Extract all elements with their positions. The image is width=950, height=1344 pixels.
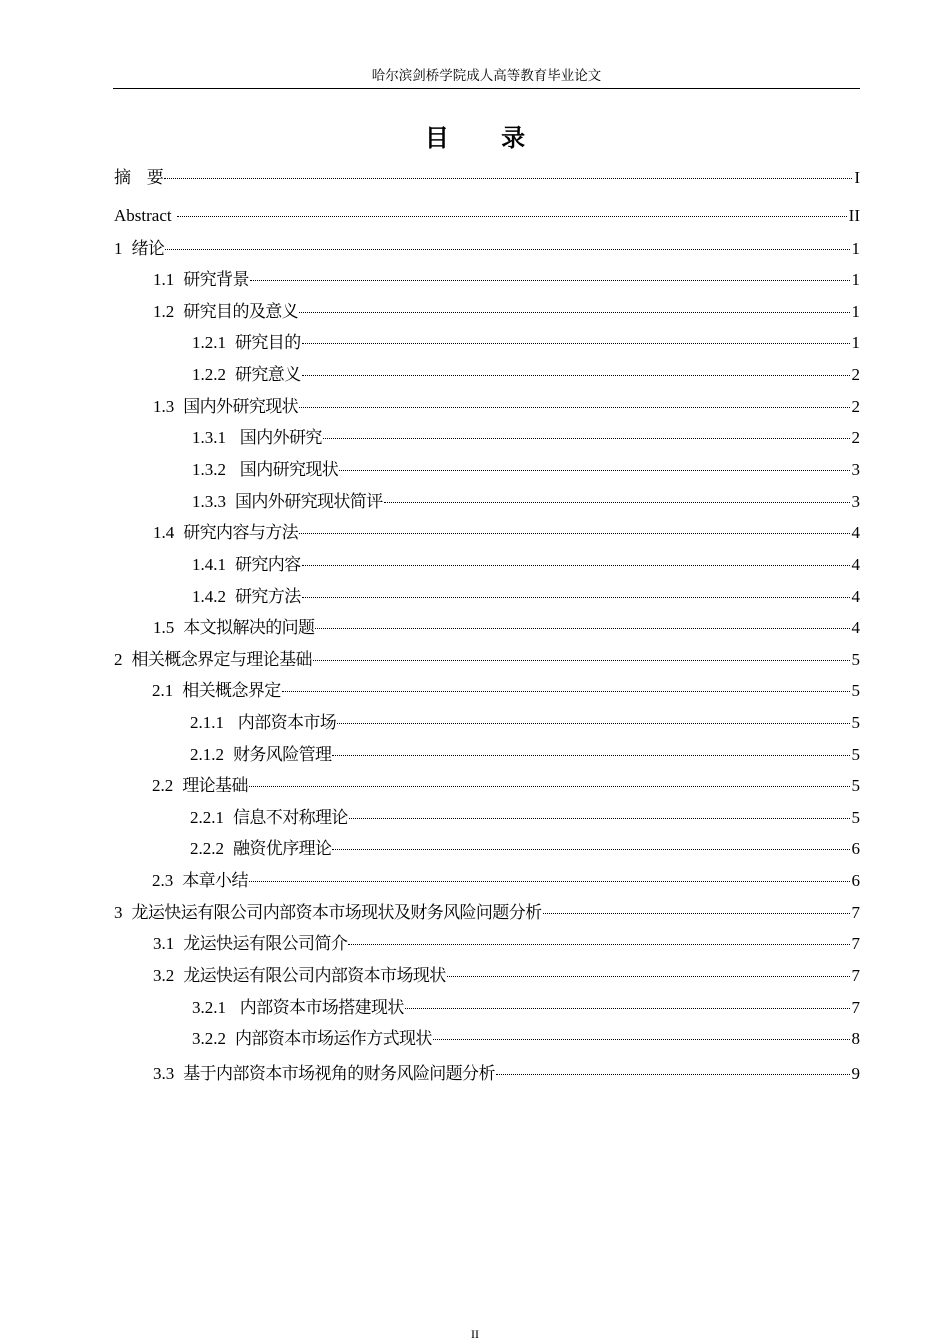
toc-entry[interactable] bbox=[153, 268, 860, 292]
toc-entry-number: 1.2.1 bbox=[192, 333, 226, 352]
toc-entry[interactable] bbox=[153, 932, 860, 956]
toc-entry[interactable] bbox=[153, 300, 860, 324]
toc-entry-page: 4 bbox=[851, 587, 860, 606]
page-number: II bbox=[471, 1327, 479, 1341]
toc-entry-page: 2 bbox=[851, 428, 860, 447]
toc-entry[interactable] bbox=[192, 996, 860, 1020]
toc-entry-number: 1.1 bbox=[153, 270, 175, 289]
toc-entry[interactable] bbox=[192, 553, 860, 577]
dot-leader bbox=[339, 470, 849, 471]
toc-entry-page: 1 bbox=[851, 270, 860, 289]
toc-entry-number: 2.2 bbox=[152, 776, 174, 795]
toc-entry[interactable] bbox=[190, 743, 860, 767]
dot-leader bbox=[349, 818, 850, 819]
toc-entry-label: 研究方法 bbox=[235, 587, 301, 607]
dot-leader bbox=[315, 628, 849, 629]
toc-entry-number: 2.3 bbox=[152, 871, 174, 890]
dot-leader bbox=[433, 1039, 850, 1040]
toc-entry-page: 5 bbox=[851, 681, 860, 700]
toc-entry[interactable] bbox=[114, 237, 860, 261]
dot-leader bbox=[496, 1074, 850, 1075]
toc-entry[interactable] bbox=[192, 363, 860, 387]
toc-entry[interactable] bbox=[153, 964, 860, 988]
dot-leader bbox=[332, 755, 849, 756]
toc-entry[interactable] bbox=[114, 166, 860, 190]
dot-leader bbox=[332, 849, 849, 850]
toc-entry-label: 国内外研究现状简评 bbox=[235, 492, 383, 512]
toc-entry-label: 本文拟解决的问题 bbox=[183, 618, 315, 638]
toc-entry-page: 7 bbox=[851, 934, 860, 953]
toc-entry-page: 6 bbox=[851, 839, 860, 858]
toc-entry-number: 2.2.2 bbox=[190, 839, 224, 858]
dot-leader bbox=[299, 533, 849, 534]
toc-title: 目 录 bbox=[424, 124, 548, 152]
toc-entry-page: 5 bbox=[851, 713, 860, 732]
toc-entry-label: 龙运快运有限公司内部资本市场现状 bbox=[183, 966, 446, 986]
toc-entry-page: 7 bbox=[851, 998, 860, 1017]
toc-entry-page: 7 bbox=[851, 903, 860, 922]
dot-leader bbox=[384, 502, 850, 503]
toc-entry[interactable] bbox=[190, 806, 860, 830]
toc-entry-number: 3.1 bbox=[153, 934, 175, 953]
dot-leader bbox=[447, 976, 850, 977]
toc-entry-label: 信息不对称理论 bbox=[233, 808, 348, 828]
toc-entry[interactable] bbox=[153, 521, 860, 545]
toc-entry-page: 1 bbox=[851, 302, 860, 321]
toc-entry[interactable] bbox=[152, 869, 860, 893]
toc-entry-page: 3 bbox=[851, 492, 860, 511]
dot-leader bbox=[302, 565, 850, 566]
toc-entry[interactable] bbox=[114, 204, 860, 228]
dot-leader bbox=[348, 944, 849, 945]
toc-entry-page: 5 bbox=[851, 745, 860, 764]
toc-entry-number: 1.5 bbox=[153, 618, 175, 637]
toc-entry-label: 研究意义 bbox=[235, 365, 301, 385]
dot-leader bbox=[282, 691, 850, 692]
dot-leader bbox=[299, 312, 849, 313]
toc-entry[interactable] bbox=[153, 1062, 860, 1086]
toc-entry[interactable] bbox=[152, 679, 860, 703]
dot-leader bbox=[177, 216, 847, 217]
toc-entry-number: 2.1 bbox=[152, 681, 174, 700]
dot-leader bbox=[249, 881, 850, 882]
toc-entry-page: 8 bbox=[851, 1029, 860, 1048]
dot-leader bbox=[165, 249, 849, 250]
toc-entry[interactable] bbox=[153, 616, 860, 640]
toc-entry[interactable] bbox=[192, 1027, 860, 1051]
toc-entry[interactable] bbox=[192, 426, 860, 450]
toc-entry-label: 摘 要 bbox=[114, 168, 164, 188]
toc-entry-label: 理论基础 bbox=[182, 776, 248, 796]
toc-entry-number: 1 bbox=[114, 239, 123, 258]
toc-entry-label: 相关概念界定与理论基础 bbox=[131, 650, 312, 670]
toc-entry-number: 1.4.2 bbox=[192, 587, 226, 606]
toc-entry-page: 5 bbox=[851, 650, 860, 669]
toc-entry-label: 内部资本市场 bbox=[233, 713, 337, 733]
toc-entry-number: 3.3 bbox=[153, 1064, 175, 1083]
toc-entry-page: 2 bbox=[851, 397, 860, 416]
toc-entry-label: 国内外研究 bbox=[235, 428, 322, 448]
toc-entry-label: 绪论 bbox=[131, 239, 165, 259]
toc-entry-label: 国内外研究现状 bbox=[183, 397, 299, 417]
toc-entry-label: 研究背景 bbox=[183, 270, 249, 290]
toc-entry-label: 本章小结 bbox=[182, 871, 248, 891]
toc-entry-page: 3 bbox=[851, 460, 860, 479]
toc-entry-page: 1 bbox=[851, 333, 860, 352]
toc-entry-label: 相关概念界定 bbox=[182, 681, 281, 701]
toc-entry[interactable] bbox=[114, 648, 860, 672]
toc-entry-label: 研究目的及意义 bbox=[183, 302, 299, 322]
toc-entry-number: 3.2.1 bbox=[192, 998, 226, 1017]
toc-entry[interactable] bbox=[190, 711, 860, 735]
toc-entry-page: I bbox=[854, 168, 860, 187]
toc-entry-label: 内部资本市场搭建现状 bbox=[235, 998, 404, 1018]
toc-entry-page: 6 bbox=[851, 871, 860, 890]
dot-leader bbox=[164, 178, 852, 179]
page-header bbox=[113, 66, 860, 89]
toc-entry-label: 基于内部资本市场视角的财务风险问题分析 bbox=[183, 1064, 495, 1084]
dot-leader bbox=[302, 597, 850, 598]
toc-entry[interactable] bbox=[190, 837, 860, 861]
toc-entry-number: 3.2 bbox=[153, 966, 175, 985]
toc-entry[interactable] bbox=[192, 458, 860, 482]
toc-entry-number: 2.1.2 bbox=[190, 745, 224, 764]
dot-leader bbox=[302, 343, 850, 344]
toc-entry-page: 5 bbox=[851, 808, 860, 827]
toc-entry-page: 4 bbox=[851, 523, 860, 542]
toc-entry-page: 7 bbox=[851, 966, 860, 985]
toc-entry-number: 1.4 bbox=[153, 523, 175, 542]
toc-entry-number: 2.2.1 bbox=[190, 808, 224, 827]
toc-entry-page: 2 bbox=[851, 365, 860, 384]
toc-entry[interactable] bbox=[192, 331, 860, 355]
toc-entry-number: 1.3 bbox=[153, 397, 175, 416]
toc-entry-number: 1.4.1 bbox=[192, 555, 226, 574]
dot-leader bbox=[405, 1008, 850, 1009]
toc-entry-page: 9 bbox=[851, 1064, 860, 1083]
toc-entry-label: 国内研究现状 bbox=[235, 460, 339, 480]
toc-entry-number: 3 bbox=[114, 903, 123, 922]
toc-entry-label: 融资优序理论 bbox=[233, 839, 332, 859]
dot-leader bbox=[313, 660, 850, 661]
toc-entry-number: 1.2 bbox=[153, 302, 175, 321]
toc-entry-number: 2 bbox=[114, 650, 123, 669]
toc-entry-number: 1.3.2 bbox=[192, 460, 226, 479]
dot-leader bbox=[299, 407, 849, 408]
toc-entry-label: Abstract bbox=[114, 206, 176, 225]
toc-entry-page: 5 bbox=[851, 776, 860, 795]
toc-entry-label: 龙运快运有限公司简介 bbox=[183, 934, 348, 954]
toc-entry-page: II bbox=[848, 206, 860, 225]
toc-entry-label: 研究目的 bbox=[235, 333, 301, 353]
toc-entry-label: 龙运快运有限公司内部资本市场现状及财务风险问题分析 bbox=[131, 903, 542, 923]
toc-entry-page: 4 bbox=[851, 555, 860, 574]
toc-entry-label: 研究内容 bbox=[235, 555, 301, 575]
toc-entry[interactable] bbox=[114, 901, 860, 925]
toc-entry[interactable] bbox=[152, 774, 860, 798]
toc-entry-page: 4 bbox=[851, 618, 860, 637]
toc-entry-page: 1 bbox=[851, 239, 860, 258]
dot-leader bbox=[250, 280, 850, 281]
toc-entry[interactable] bbox=[192, 585, 860, 609]
toc-entry[interactable] bbox=[153, 395, 860, 419]
dot-leader bbox=[337, 723, 849, 724]
toc-entry-number: 3.2.2 bbox=[192, 1029, 226, 1048]
toc-entry-number: 1.3.1 bbox=[192, 428, 226, 447]
dot-leader bbox=[302, 375, 850, 376]
toc-entry-number: 1.2.2 bbox=[192, 365, 226, 384]
toc-entry[interactable] bbox=[192, 490, 860, 514]
dot-leader bbox=[543, 913, 850, 914]
toc-entry-number: 2.1.1 bbox=[190, 713, 224, 732]
dot-leader bbox=[249, 786, 850, 787]
dot-leader bbox=[323, 438, 850, 439]
toc-entry-number: 1.3.3 bbox=[192, 492, 226, 511]
toc-entry-label: 财务风险管理 bbox=[233, 745, 332, 765]
toc-entry-label: 研究内容与方法 bbox=[183, 523, 299, 543]
header-title: 哈尔滨剑桥学院成人高等教育毕业论文 bbox=[371, 68, 602, 84]
toc-entry-label: 内部资本市场运作方式现状 bbox=[235, 1029, 432, 1049]
